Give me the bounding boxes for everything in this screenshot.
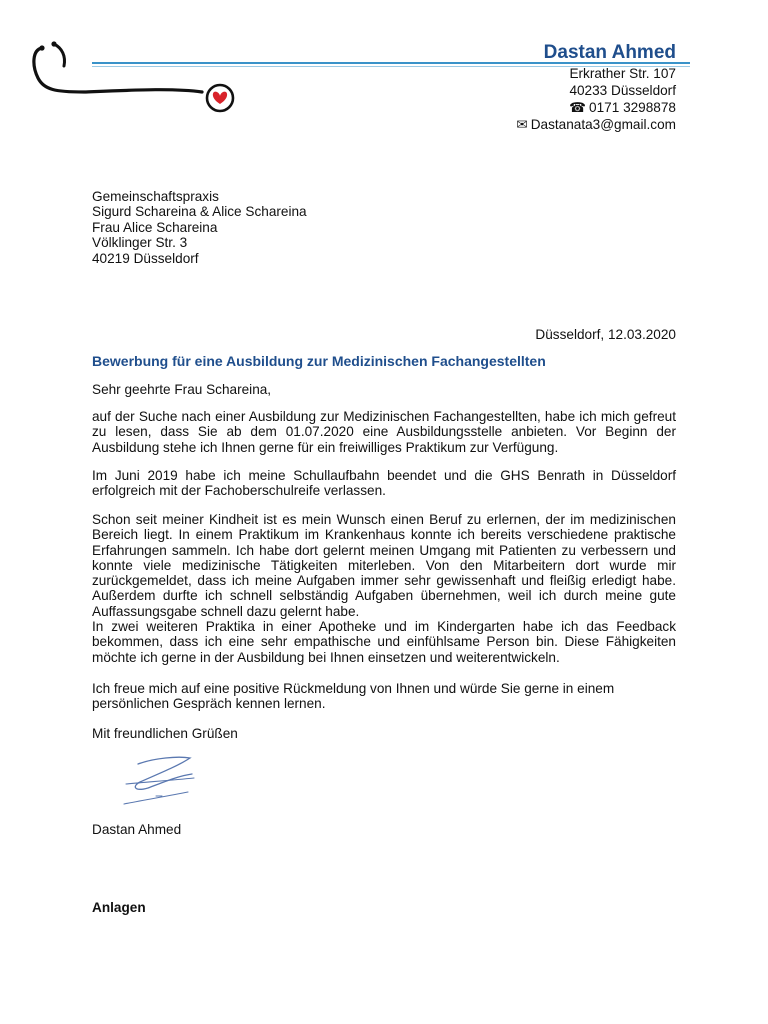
- signer-name: Dastan Ahmed: [92, 822, 182, 837]
- letter-subject: Bewerbung für eine Ausbildung zur Medizinischen Fachangestellten: [92, 353, 546, 369]
- sender-phone-line: [516, 99, 676, 116]
- phone-icon: ☎: [569, 100, 587, 115]
- recipient-address: [92, 189, 307, 266]
- handwritten-signature: [118, 752, 202, 812]
- body-text-block: In zwei weiteren Praktika in einer Apotheke und im Kindergarten habe ich das Feedback bekommen, dass ich eine sehr empathische und einfühlsame Person bin. Diese Fähigkeiten möchte ich gerne in der Ausbildung bei Ihnen einsetzen und weiterentwickeln.: [92, 619, 676, 665]
- sender-phone: 0171 3298878: [589, 100, 676, 115]
- body-text-block: Schon seit meiner Kindheit ist es mein Wunsch einen Beruf zu erlernen, der im medizinischen Bereich liegt. In einem Praktikum im Krankenhaus konnte ich bereits verschiedene praktische Erfahrungen sammeln. Ich habe dort gelernt meinen Umgang mit Patienten zu verbessern und konnte viele medizinische Tätigkeiten miterleben. Von den Mitarbeitern dort wurde mir zurückgemeldet, dass ich meine Aufgaben immer sehr gewissenhaft und fleißig erledigt habe. Außerdem durfte ich schnell selbständig Aufgaben übernehmen, weil ich durch meine gute Auffassungsgabe schnell dazu gelernt habe.: [92, 512, 676, 619]
- stethoscope-logo: [24, 38, 244, 118]
- body-paragraph: auf der Suche nach einer Ausbildung zur Medizinischen Fachangestellten, habe ich mich gefreut zu lesen, dass Sie ab dem 01.07.2020 eine Ausbildungsstelle anbieten. Vor Beginn der Ausbildung stehe ich Ihnen gerne für ein freiwilliges Praktikum zur Verfügung.: [92, 409, 676, 455]
- recipient-line: Frau Alice Schareina: [92, 219, 218, 235]
- recipient-line: Gemeinschaftspraxis: [92, 189, 219, 204]
- envelope-icon: ✉: [516, 117, 528, 132]
- recipient-line: Sigurd Schareina & Alice Schareina: [92, 204, 307, 220]
- salutation: Sehr geehrte Frau Schareina,: [92, 382, 272, 397]
- stethoscope-earpiece: [54, 44, 65, 66]
- sender-name: Dastan Ahmed: [543, 42, 676, 63]
- body-paragraph: Im Juni 2019 habe ich meine Schullaufbahn beendet und die GHS Benrath in Düsseldorf erfolgreich mit der Fachoberschulreife verlassen.: [92, 468, 676, 499]
- recipient-line: 40219 Düsseldorf: [92, 250, 199, 266]
- closing: Mit freundlichen Grüßen: [92, 726, 238, 741]
- stethoscope-tube: [34, 48, 202, 92]
- body-paragraph: Ich freue mich auf eine positive Rückmeldung von Ihnen und würde Sie gerne in einem persönlichen Gespräch kennen lernen.: [92, 681, 615, 712]
- letter-date: Düsseldorf, 12.03.2020: [535, 327, 676, 342]
- sender-address: [516, 65, 676, 133]
- sender-email: Dastanata3@gmail.com: [530, 117, 676, 132]
- sender-city: 40233 Düsseldorf: [569, 83, 676, 98]
- attachments-heading: Anlagen: [92, 900, 146, 915]
- sender-email-line: [516, 116, 676, 133]
- sender-street: Erkrather Str. 107: [569, 66, 676, 81]
- body-paragraph: [92, 512, 676, 665]
- recipient-line: Völklinger Str. 3: [92, 235, 188, 251]
